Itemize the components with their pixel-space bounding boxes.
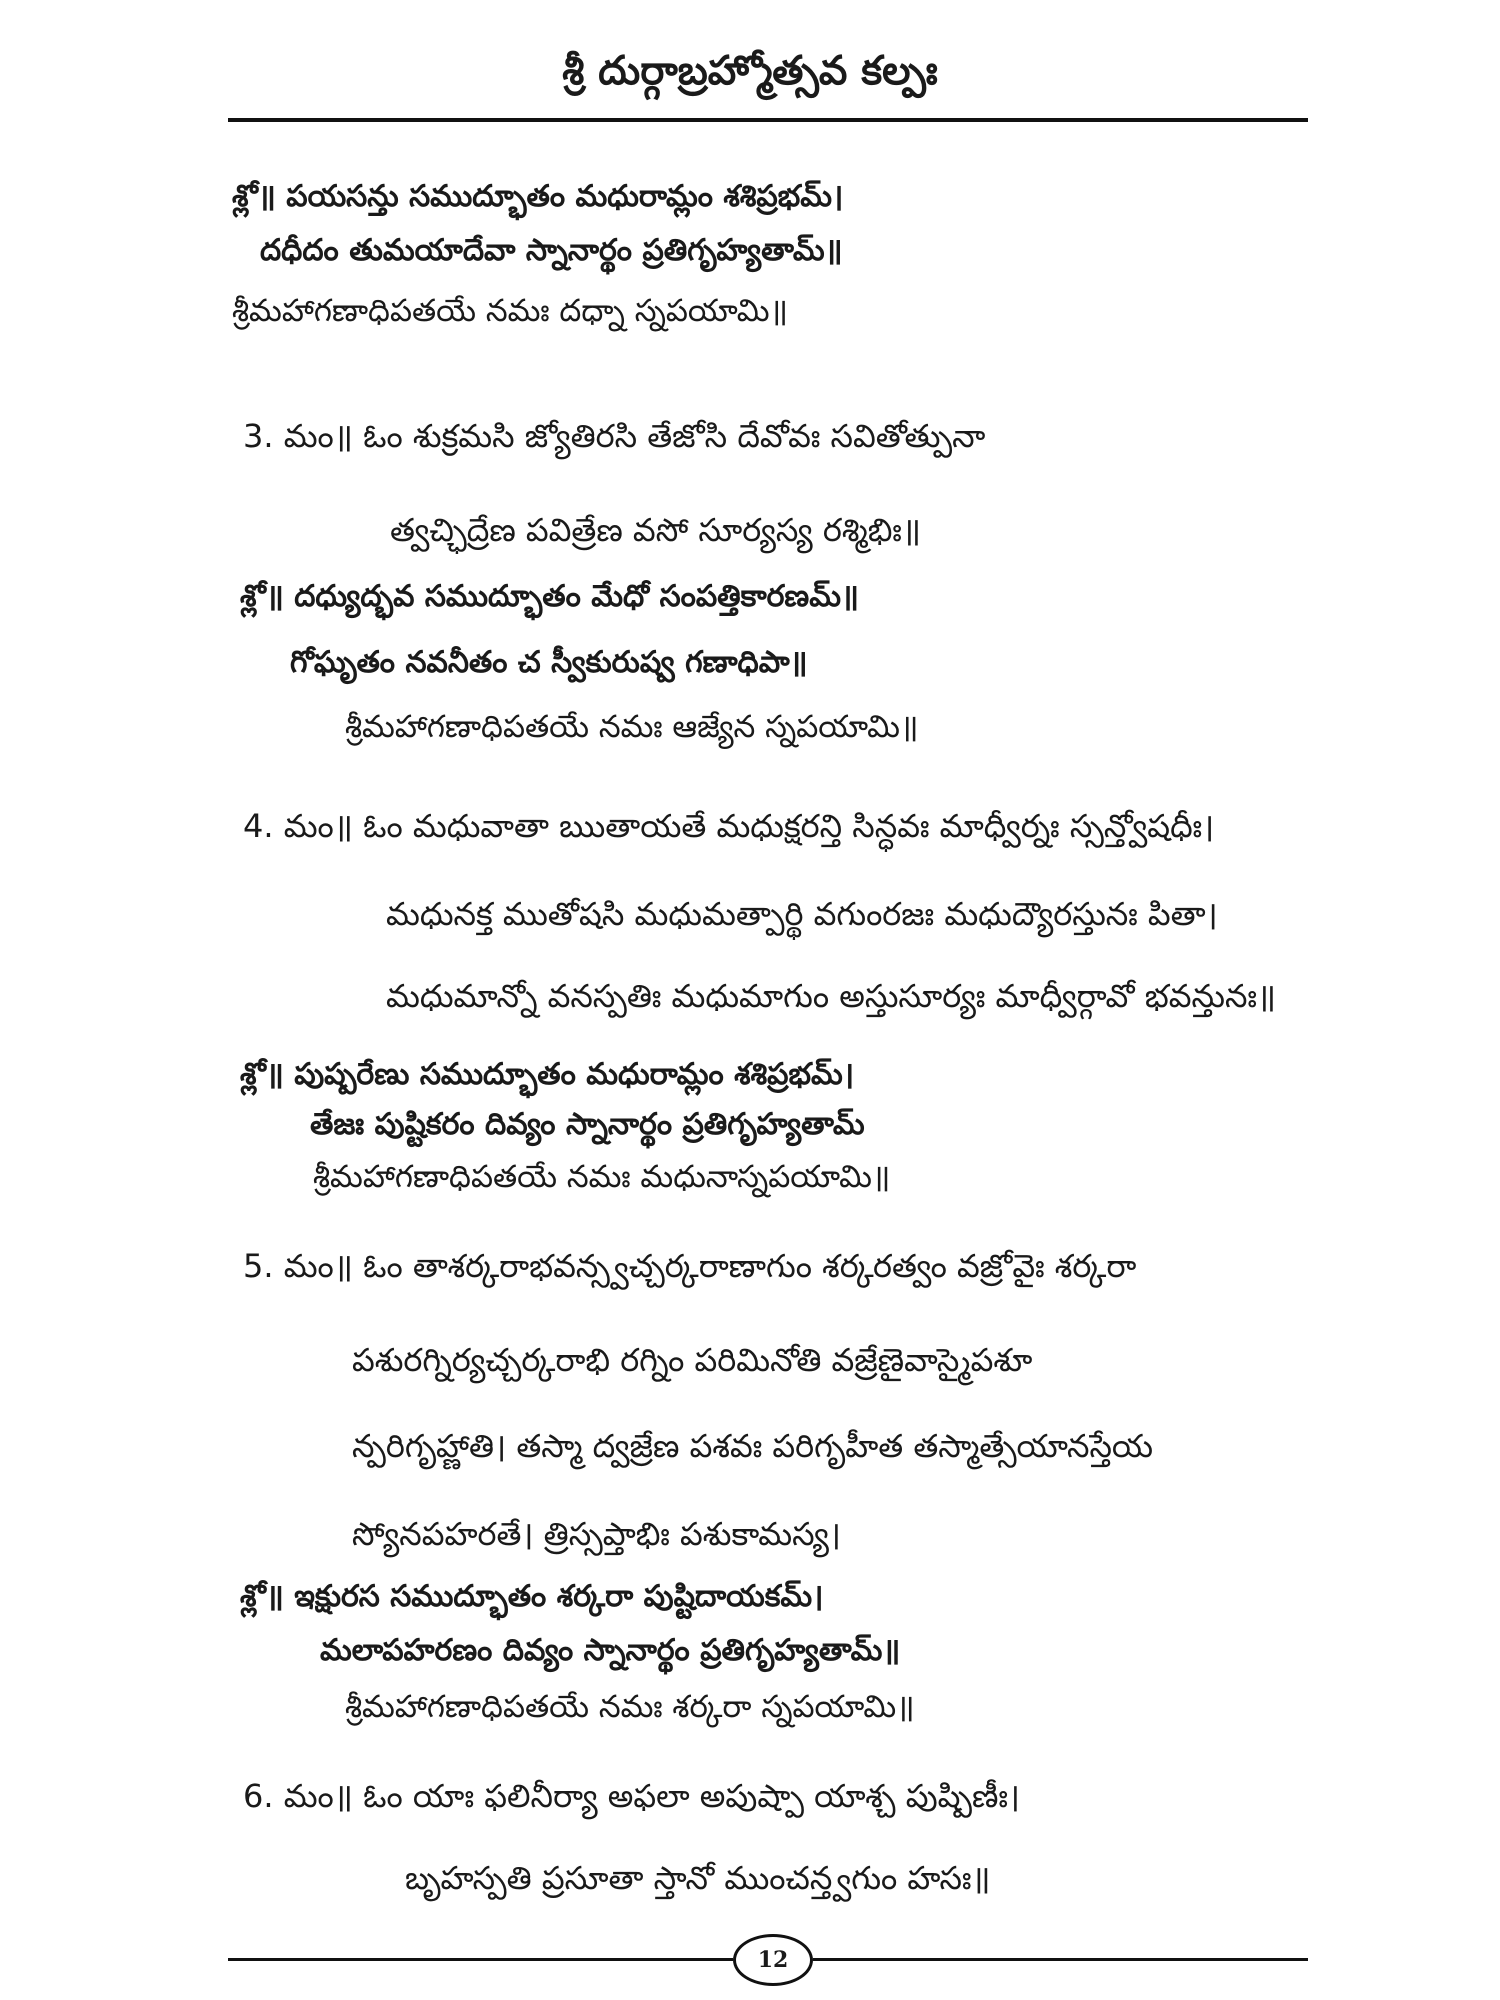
namah-line: శ్రీమహాగణాధిపతయే నమః మధునాస్నపయామి॥ xyxy=(313,1159,891,1195)
sloka-line: శ్లో॥ పుష్పరేణు సముద్భూతం మధురామ్లం శశిప్రభమ్। xyxy=(240,1057,855,1092)
page-title: శ్రీ దుర్గాబ్రహ్మోత్సవ కల్పః xyxy=(562,48,938,94)
mantra-line: బృహస్పతి ప్రసూతా స్తానో ముంచన్త్వగుం హసః॥ xyxy=(405,1859,991,1897)
sloka-line: మలాపహరణం దివ్యం స్నానార్థం ప్రతిగృహ్యతామ్॥ xyxy=(320,1633,901,1668)
sloka-line: శ్లో॥ ఇక్షురస సముద్భూతం శర్కరా పుష్టిదాయకమ్। xyxy=(240,1579,824,1614)
sloka-line: తేజః పుష్టికరం దివ్యం స్నానార్థం ప్రతిగృహ్యతామ్ xyxy=(310,1107,865,1142)
mantra-line: 4. మం॥ ఓం మధువాతా ఋతాయతే మధుక్షరన్తి సిన్ధవః మాధ్వీర్నః స్సన్త్వోషధీః। xyxy=(243,807,1215,845)
mantra-line: 6. మం॥ ఓం యాః ఫలినీర్యా అఫలా అపుష్పా యాశ్చ పుష్పిణీః। xyxy=(243,1777,1021,1815)
mantra-line: త్వచ్ఛిద్రేణ పవిత్రేణ వసో సూర్యస్య రశ్మిభిః॥ xyxy=(390,511,922,549)
header-rule xyxy=(228,118,1308,122)
page-number: 12 xyxy=(733,1934,813,1986)
sloka-line: దధీదం తుమయాదేవా స్నానార్థం ప్రతిగృహ్యతామ్॥ xyxy=(260,233,843,268)
namah-line: శ్రీమహాగణాధిపతయే నమః దధ్నా స్నపయామి॥ xyxy=(232,293,789,329)
mantra-line: పశురగ్నిర్యచ్చర్కరాభి రగ్నిం పరిమినోతి వజ్రేణైవాస్మైపశూ xyxy=(352,1341,1033,1379)
mantra-line: మధునక్త ముతోషసి మధుమత్పార్థి వగుంరజః మధుద్యౌరస్తునః పితా। xyxy=(386,895,1218,933)
sloka-line: గోఘృతం నవనీతం చ స్వీకురుష్వ గణాధిపా॥ xyxy=(290,645,808,680)
mantra-line: 5. మం॥ ఓం తాశర్కరాభవన్స్వచ్చర్కరాణాగుం శర్కరత్వం వజ్రోవైః శర్కరా xyxy=(243,1247,1137,1285)
mantra-line: 3. మం॥ ఓం శుక్రమసి జ్యోతిరసి తేజోసి దేవోవః సవితోత్పునా xyxy=(243,417,986,455)
mantra-line: న్పరిగృహ్ణాతి। తస్మా ద్వజ్రేణ పశవః పరిగృహీత తస్మాత్సేయానస్తేయ xyxy=(352,1427,1154,1465)
sloka-line: శ్లో॥ దధ్యుద్భవ సముద్భూతం మేధో సంపత్తికారణమ్॥ xyxy=(240,579,859,614)
namah-line: శ్రీమహాగణాధిపతయే నమః శర్కరా స్నపయామి॥ xyxy=(345,1689,915,1725)
footer-rule-left xyxy=(228,1958,733,1961)
mantra-line: మధుమాన్నో వనస్పతిః మధుమాగుం అస్తుసూర్యః మాధ్వీర్గావో భవన్తునః॥ xyxy=(386,977,1277,1015)
footer-rule-right xyxy=(813,1958,1308,1961)
namah-line: శ్రీమహాగణాధిపతయే నమః ఆజ్యేన స్నపయామి॥ xyxy=(345,709,919,745)
mantra-line: స్యోనపహరతే। త్రిస్సప్తాభిః పశుకామస్య। xyxy=(352,1515,841,1553)
sloka-line: శ్లో॥ పయసన్తు సముద్భూతం మధురామ్లం శశిప్రభమ్। xyxy=(232,179,844,214)
